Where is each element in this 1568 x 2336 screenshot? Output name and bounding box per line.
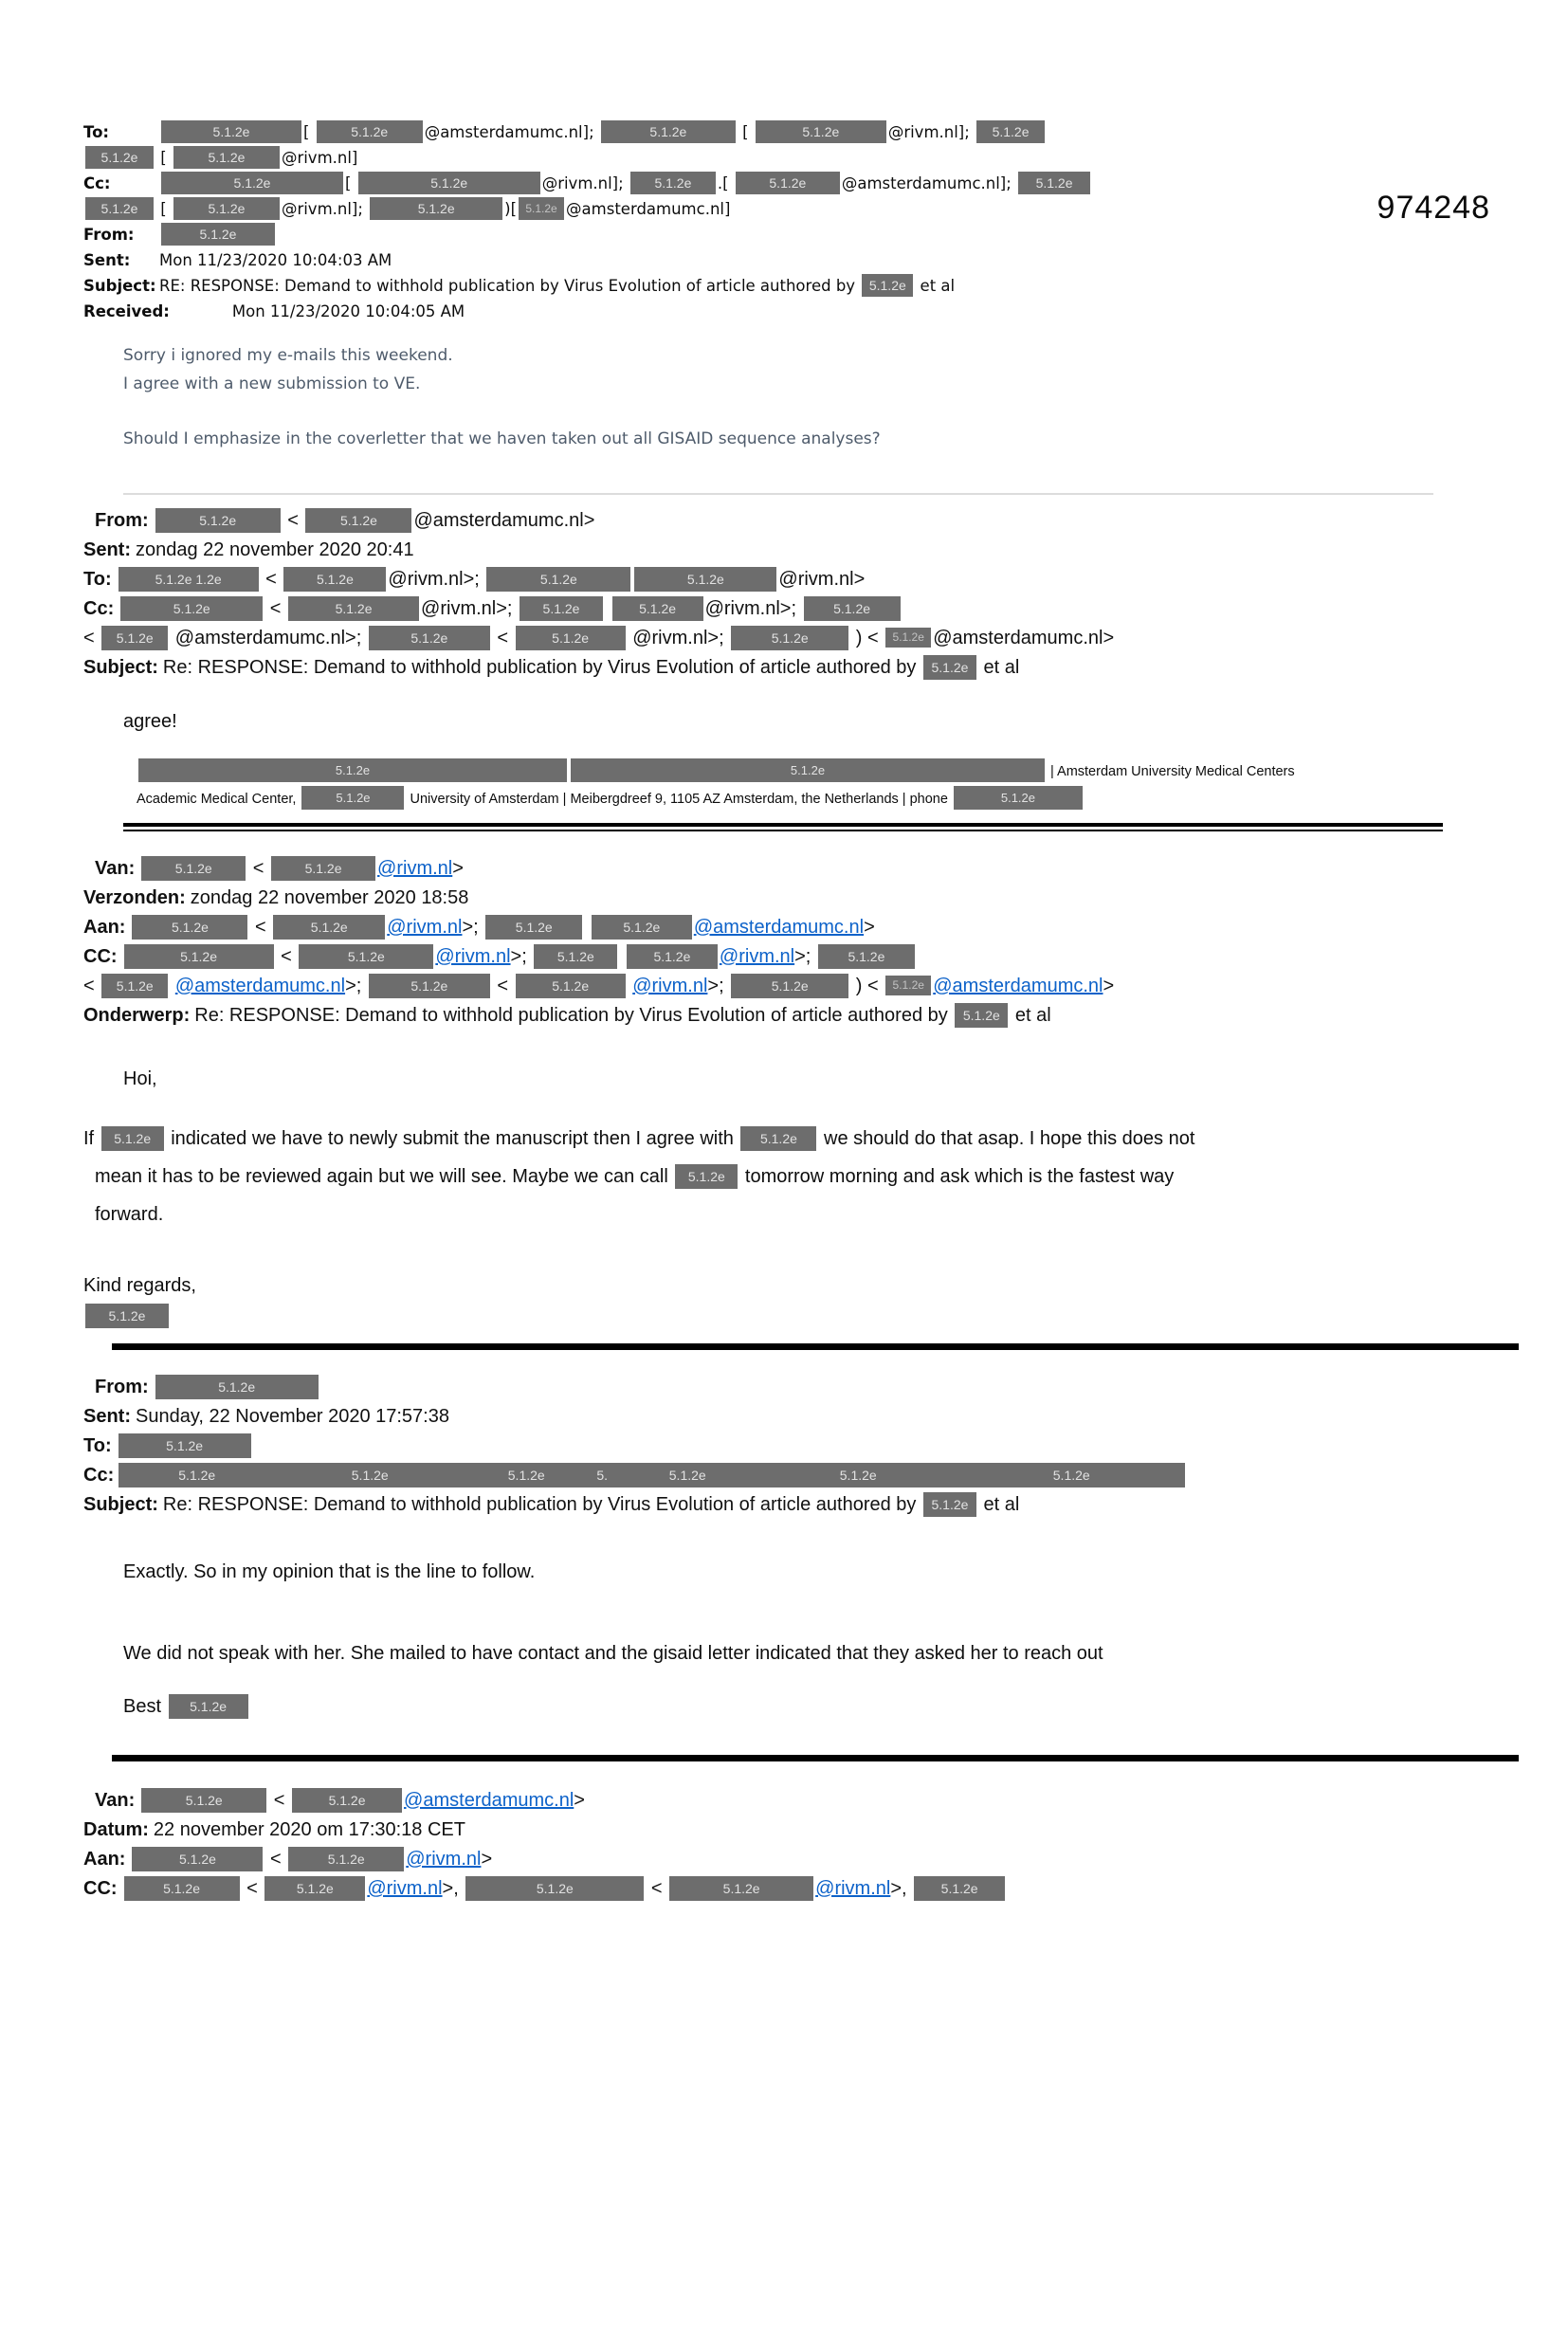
email5-header [83, 1786, 1568, 1904]
redaction-box: 5.1.2e [885, 976, 931, 995]
redaction-box: 5.1.2e [630, 172, 716, 194]
redaction-box: 5.1.2e [369, 626, 490, 650]
text-segment: > [864, 917, 875, 938]
redaction-box: 5.1.2e [124, 944, 274, 969]
text-segment: forward. [95, 1204, 164, 1225]
cc-label: Cc: [83, 174, 111, 192]
redaction-box: 5. [588, 1463, 616, 1487]
email-address-link[interactable]: @rivm.nl [632, 976, 708, 996]
redaction-box: 5.1.2e [914, 1876, 1005, 1901]
subject-value [163, 1494, 1019, 1515]
redaction-box: 5.1.2e [301, 786, 404, 810]
redaction-box: 5.1.2e 1.2e [119, 567, 259, 592]
text-segment: Mon 11/23/2020 10:04:05 AM [231, 302, 465, 320]
subject-label: Subject: [83, 277, 156, 295]
subject-label: Subject: [83, 1494, 158, 1515]
to-value [159, 123, 1047, 141]
text-segment: < [268, 1790, 291, 1811]
redaction-box: 5.1.2e [271, 856, 375, 881]
text-segment: [ [737, 123, 754, 141]
redaction-box: 5.1.2e [1018, 172, 1090, 194]
email3-onderwerp-line [83, 1001, 1568, 1031]
text-segment: @amsterdamumc.nl]; [424, 123, 599, 141]
closing-segments [123, 1696, 250, 1717]
redaction-box: 5.1.2e [534, 944, 617, 969]
cc-value-cont [83, 976, 1114, 996]
signature-segments [137, 792, 1085, 807]
thick-separator-1 [123, 823, 1443, 831]
text-segment: mean it has to be reviewed again but we will see. Maybe we can call [95, 1166, 674, 1187]
redaction-box: 5.1.2e [317, 120, 423, 143]
text-segment: Re: RESPONSE: Demand to withhold publication by Virus Evolution of article authored by [162, 657, 921, 678]
text-segment: ) < [850, 628, 884, 648]
email1-sent-line [83, 247, 1568, 273]
redaction-box: 5.1.2e [627, 944, 718, 969]
from-value [154, 510, 595, 531]
email3-cc-line1 [83, 942, 1568, 972]
thick-separator-3 [112, 1755, 1519, 1761]
redaction-box: 5.1.2e [85, 1304, 169, 1328]
redaction-box: 5.1.2e [138, 758, 567, 782]
text-segment [605, 598, 611, 619]
email-address-link[interactable]: @rivm.nl [435, 946, 511, 967]
email3-closing-signature [83, 1304, 1568, 1328]
text-segment: zondag 22 november 2020 20:41 [136, 539, 414, 560]
datum-value [154, 1819, 465, 1840]
email-2 [83, 506, 1568, 813]
redaction-box: 5.1.2e [601, 120, 736, 143]
redaction-box: 5.1.2e [465, 1876, 644, 1901]
text-segment: < [247, 858, 270, 879]
email1-received-line [83, 299, 1568, 324]
redaction-box: 5.1.2e [465, 1463, 588, 1487]
redaction-box: 5.1.2e [885, 628, 931, 648]
redaction-box: 5.1.2e [669, 1876, 813, 1901]
to-label: To: [83, 123, 109, 141]
email-address-link[interactable]: @amsterdamumc.nl [693, 917, 865, 938]
redaction-box: 5.1.2e [288, 1847, 404, 1871]
email2-subject-line [83, 653, 1568, 683]
cc-value [122, 1878, 1008, 1899]
cc-value [119, 1465, 1185, 1486]
verzonden-label: Verzonden: [83, 887, 186, 908]
closing-signature-segments [83, 1309, 171, 1325]
email-address-link[interactable]: @rivm.nl [367, 1878, 443, 1899]
text-segment: < [83, 976, 100, 996]
redaction-box: 5.1.2e [731, 626, 848, 650]
cc-value [122, 946, 917, 967]
email-address-link[interactable]: @rivm.nl [387, 917, 463, 938]
text-segment: Re: RESPONSE: Demand to withhold publication by Virus Evolution of article authored by [194, 1005, 954, 1026]
email3-aan-line [83, 913, 1568, 942]
redaction-box: 5.1.2e [976, 120, 1045, 143]
text-segment: @amsterdamumc.nl]; [841, 174, 1017, 192]
signature-line2 [137, 786, 1568, 813]
redaction-box: 5.1.2e [520, 596, 603, 621]
redaction-box: 5.1.2e [264, 1876, 365, 1901]
cc-label: CC: [83, 946, 118, 967]
redaction-box: 5.1.2e [141, 1788, 266, 1813]
text-segment: @amsterdamumc.nl> [933, 628, 1115, 648]
redaction-box: 5.1.2e [923, 1492, 976, 1517]
text-segment: < [241, 1878, 264, 1899]
redaction-box: 5.1.2e [85, 197, 154, 220]
text-segment: [ [155, 200, 172, 218]
redaction-box: 5.1.2e [169, 1694, 248, 1719]
email4-closing [123, 1692, 1568, 1721]
email2-cc-line1 [83, 594, 1568, 624]
text-segment [584, 917, 590, 938]
redaction-box: 5.1.2e [292, 1788, 402, 1813]
email-address-link[interactable]: @amsterdamumc.nl [404, 1790, 574, 1811]
van-label: Van: [95, 858, 136, 879]
email3-verzonden-line [83, 884, 1568, 913]
text-segment: et al [1010, 1005, 1051, 1026]
cc-label: Cc: [83, 598, 115, 619]
email4-to-line [83, 1432, 1568, 1461]
text-segment: [ [303, 123, 315, 141]
text-segment: < [260, 569, 283, 590]
redaction-box: 5.1.2e [288, 596, 419, 621]
text-segment: > [574, 1790, 585, 1811]
redaction-box: 5.1.2e [161, 120, 301, 143]
text-segment: @rivm.nl] [281, 149, 358, 167]
text-segment: RE: RESPONSE: Demand to withhold publication by Virus Evolution of article authored by [159, 277, 861, 295]
redaction-box: 5.1.2e [756, 120, 886, 143]
text-segment: @rivm.nl]; [281, 200, 369, 218]
document-page [0, 119, 1568, 1904]
text-segment: zondag 22 november 2020 18:58 [190, 887, 469, 908]
text-segment: >, [890, 1878, 913, 1899]
email2-to-line [83, 565, 1568, 594]
redaction-box: 5.1.2e [161, 172, 343, 194]
email1-cc-line1 [83, 171, 1568, 196]
redaction-box: 5.1.2e [804, 596, 901, 621]
text-segment: < [491, 976, 514, 996]
email-address-link[interactable]: @rivm.nl [815, 1878, 891, 1899]
from-label: From: [83, 226, 135, 244]
text-segment: @rivm.nl]; [887, 123, 975, 141]
email-5 [83, 1786, 1568, 1904]
to-label: To: [83, 569, 112, 590]
text-segment: tomorrow morning and ask which is the fastest way [739, 1166, 1175, 1187]
email3-cc-line2 [83, 972, 1568, 1001]
aan-label: Aan: [83, 917, 126, 938]
to-label: To: [83, 1435, 112, 1456]
redaction-box: 5.1.2e [101, 974, 168, 998]
paragraph-segments [95, 1166, 1174, 1187]
text-segment: et al [915, 277, 956, 295]
redaction-box: 5.1.2e [119, 1433, 251, 1458]
text-segment: < [646, 1878, 668, 1899]
redaction-box: 5.1.2e [516, 974, 626, 998]
text-segment: @rivm.nl>; [627, 628, 730, 648]
text-segment: indicated we have to newly submit the manuscript then I agree with [165, 1128, 739, 1149]
text-segment: < [249, 917, 272, 938]
redaction-box: 5.1.2e [119, 1463, 275, 1487]
email1-from-line [83, 222, 1568, 247]
email1-subject-line [83, 273, 1568, 299]
cc-value-cont [83, 628, 1114, 648]
text-segment: @rivm.nl>; [421, 598, 519, 619]
text-segment: Sunday, 22 November 2020 17:57:38 [136, 1406, 449, 1427]
cc-value [119, 598, 902, 619]
text-segment: If [83, 1128, 100, 1149]
email5-cc-line [83, 1874, 1568, 1904]
cc-label: CC: [83, 1878, 118, 1899]
from-label: From: [95, 1377, 149, 1397]
from-value [154, 1377, 320, 1397]
sent-label: Sent: [83, 1406, 131, 1427]
van-value [139, 1790, 585, 1811]
email2-from-line [95, 506, 1568, 536]
text-segment: >; [345, 976, 367, 996]
email4-from-line [95, 1373, 1568, 1402]
text-segment: Academic Medical Center, [137, 792, 301, 807]
email-1 [83, 119, 1568, 453]
text-segment: @rivm.nl]; [541, 174, 629, 192]
redaction-box: 5.1.2e [485, 915, 582, 940]
redaction-box: 5.1.2e [519, 197, 564, 220]
subject-label: Subject: [83, 657, 158, 678]
to-value-cont [83, 149, 357, 167]
email4-body-line: We did not speak with her. She mailed to have contact and the gisaid letter indicated that they asked her to reach out [123, 1643, 1103, 1664]
text-segment: 22 november 2020 om 17:30:18 CET [153, 1819, 465, 1840]
cc-label: Cc: [83, 1465, 115, 1486]
redaction-box: 5.1.2e [571, 758, 1045, 782]
onderwerp-label: Onderwerp: [83, 1005, 191, 1026]
sent-value [159, 251, 392, 269]
subject-value [159, 277, 955, 295]
onderwerp-value [194, 1005, 1050, 1026]
email2-header [83, 506, 1568, 683]
text-segment: > [1103, 976, 1115, 996]
redaction-box: 5.1.2e [120, 596, 263, 621]
paragraph-line [95, 1158, 1568, 1195]
text-segment: Best [123, 1696, 167, 1717]
text-segment: | Amsterdam University Medical Centers [1047, 764, 1295, 779]
text-segment: [ [155, 149, 172, 167]
redaction-box: 5.1.2e [740, 1126, 816, 1151]
email2-sent-line [83, 536, 1568, 565]
thick-separator-2 [112, 1343, 1519, 1350]
redaction-box: 5.1.2e [954, 786, 1083, 810]
email-4 [83, 1373, 1568, 1721]
from-value [159, 226, 277, 244]
text-segment: @amsterdamumc.nl> [413, 510, 595, 531]
text-segment: .[ [717, 174, 734, 192]
redaction-box: 5.1.2e [370, 197, 502, 220]
aan-label: Aan: [83, 1849, 126, 1870]
redaction-box: 5.1.2e [85, 146, 154, 169]
email1-to-line2 [83, 145, 1568, 171]
redaction-box: 5.1.2e [124, 1876, 240, 1901]
text-segment: @amsterdamumc.nl>; [170, 628, 367, 648]
cc-value-cont [83, 200, 730, 218]
redaction-box: 5.1.2e [955, 1003, 1008, 1028]
email3-closing: Kind regards, [83, 1275, 196, 1296]
email3-van-line [95, 854, 1568, 884]
email1-header [83, 119, 1568, 324]
body-text-line: I agree with a new submission to VE. [123, 374, 421, 393]
text-segment: >, [442, 1878, 465, 1899]
redaction-box: 5.1.2e [358, 172, 540, 194]
redaction-box: 5.1.2e [101, 1126, 164, 1151]
paragraph-line [83, 1120, 1568, 1158]
redaction-box: 5.1.2e [173, 146, 280, 169]
text-segment: >; [794, 946, 816, 967]
sent-value [136, 1406, 449, 1427]
redaction-box: 5.1.2e [862, 274, 913, 297]
redaction-box: 5.1.2e [675, 1164, 738, 1189]
signature-segments [137, 764, 1295, 779]
redaction-box: 5.1.2e [305, 508, 411, 533]
email4-cc-line [83, 1461, 1568, 1490]
email1-body [123, 341, 1568, 453]
text-segment: @rivm.nl>; [704, 598, 802, 619]
email5-datum-line [83, 1816, 1568, 1845]
subject-value [163, 657, 1019, 678]
email-address-link[interactable]: @amsterdamumc.nl [933, 976, 1103, 996]
redaction-box: 5.1.2e [141, 856, 246, 881]
paragraph-segments [95, 1204, 163, 1225]
redaction-box: 5.1.2e [132, 915, 247, 940]
redaction-box: 5.1.2e [155, 508, 281, 533]
text-segment: < [264, 1849, 287, 1870]
redaction-box: 5.1.2e [923, 655, 976, 680]
text-segment: @amsterdamumc.nl] [566, 200, 731, 218]
body-text-line: Should I emphasize in the coverletter that we haven taken out all GISAID sequence analyses? [123, 429, 881, 448]
text-segment: [ [345, 174, 356, 192]
text-segment: University of Amsterdam | Meibergdreef 9, 1105 AZ Amsterdam, the Netherlands | phone [406, 792, 952, 807]
text-segment: Mon 11/23/2020 10:04:03 AM [159, 251, 392, 269]
email5-van-line [95, 1786, 1568, 1816]
text-segment: )[ [504, 200, 518, 218]
redaction-box: 5.1.2e [283, 567, 386, 592]
datum-label: Datum: [83, 1819, 149, 1840]
redaction-box: 5.1.2e [634, 567, 776, 592]
verzonden-value [191, 887, 469, 908]
text-segment: < [275, 946, 298, 967]
email2-body-line: agree! [123, 711, 177, 732]
redaction-box: 5.1.2e [161, 223, 275, 246]
redaction-box: 5.1.2e [592, 915, 692, 940]
van-label: Van: [95, 1790, 136, 1811]
text-segment: >; [510, 946, 533, 967]
email2-cc-line2 [83, 624, 1568, 653]
to-value [117, 1435, 253, 1456]
redaction-box: 5.1.2e [132, 1847, 263, 1871]
blank-line [123, 398, 1568, 425]
email3-header [83, 854, 1568, 1031]
van-value [139, 858, 464, 879]
aan-value [130, 1849, 492, 1870]
email4-sent-line [83, 1402, 1568, 1432]
email1-to-line1 [83, 119, 1568, 145]
email4-body-line: Exactly. So in my opinion that is the line to follow. [123, 1561, 536, 1582]
email3-paragraph [83, 1120, 1568, 1233]
email4-subject-line [83, 1490, 1568, 1520]
redaction-box: 5.1.2e [516, 626, 626, 650]
email5-aan-line [83, 1845, 1568, 1874]
received-value [232, 302, 465, 320]
document-number: 974248 [1377, 190, 1490, 226]
received-label: Received: [83, 302, 170, 320]
redaction-box: 5.1.2e [612, 596, 703, 621]
email1-cc-line2 [83, 196, 1568, 222]
redaction-box: 5.1.2e [818, 944, 915, 969]
text-segment [619, 946, 625, 967]
email-3 [83, 854, 1568, 1328]
email2-signature [137, 758, 1568, 813]
body-text-line: Sorry i ignored my e-mails this weekend. [123, 346, 453, 365]
sent-label: Sent: [83, 251, 131, 269]
signature-line1 [137, 758, 1568, 786]
paragraph-segments [83, 1128, 1194, 1149]
redaction-box: 5.1.2e [616, 1463, 758, 1487]
email-address-link[interactable]: @amsterdamumc.nl [174, 976, 346, 996]
text-segment: @rivm.nl> [778, 569, 866, 590]
sent-value [136, 539, 414, 560]
sent-label: Sent: [83, 539, 131, 560]
text-segment: we should do that asap. I hope this does not [818, 1128, 1195, 1149]
email4-header [83, 1373, 1568, 1520]
text-segment: ) < [850, 976, 884, 996]
text-segment: > [481, 1849, 493, 1870]
text-segment: Re: RESPONSE: Demand to withhold publication by Virus Evolution of article authored by [162, 1494, 921, 1515]
redaction-box: 5.1.2e [486, 567, 630, 592]
redaction-box: 5.1.2e [155, 1375, 319, 1399]
text-segment: < [282, 510, 304, 531]
cc-value [159, 174, 1092, 192]
redaction-box: 5.1.2e [736, 172, 840, 194]
email-address-link[interactable]: @rivm.nl [406, 1849, 482, 1870]
paragraph-line [95, 1195, 1568, 1233]
aan-value [130, 917, 874, 938]
redaction-box: 5.1.2e [758, 1463, 957, 1487]
text-segment: < [491, 628, 514, 648]
redaction-box: 5.1.2e [957, 1463, 1185, 1487]
text-segment: > [452, 858, 464, 879]
redaction-box: 5.1.2e [369, 974, 490, 998]
thin-separator [123, 493, 1433, 495]
email-address-link[interactable]: @rivm.nl [719, 946, 795, 967]
email3-greeting: Hoi, [123, 1068, 157, 1089]
from-label: From: [95, 510, 149, 531]
redaction-box: 5.1.2e [101, 626, 168, 650]
redaction-box: 5.1.2e [731, 974, 848, 998]
email-address-link[interactable]: @rivm.nl [377, 858, 453, 879]
redaction-box: 5.1.2e [173, 197, 280, 220]
to-value [117, 569, 866, 590]
text-segment: et al [977, 657, 1020, 678]
text-segment: >; [462, 917, 484, 938]
text-segment: et al [977, 1494, 1020, 1515]
redaction-box: 5.1.2e [299, 944, 433, 969]
redaction-box: 5.1.2e [275, 1463, 465, 1487]
text-segment: < [83, 628, 100, 648]
text-segment: >; [707, 976, 730, 996]
text-segment: < [264, 598, 287, 619]
text-segment: @rivm.nl>; [388, 569, 485, 590]
redaction-box: 5.1.2e [273, 915, 385, 940]
